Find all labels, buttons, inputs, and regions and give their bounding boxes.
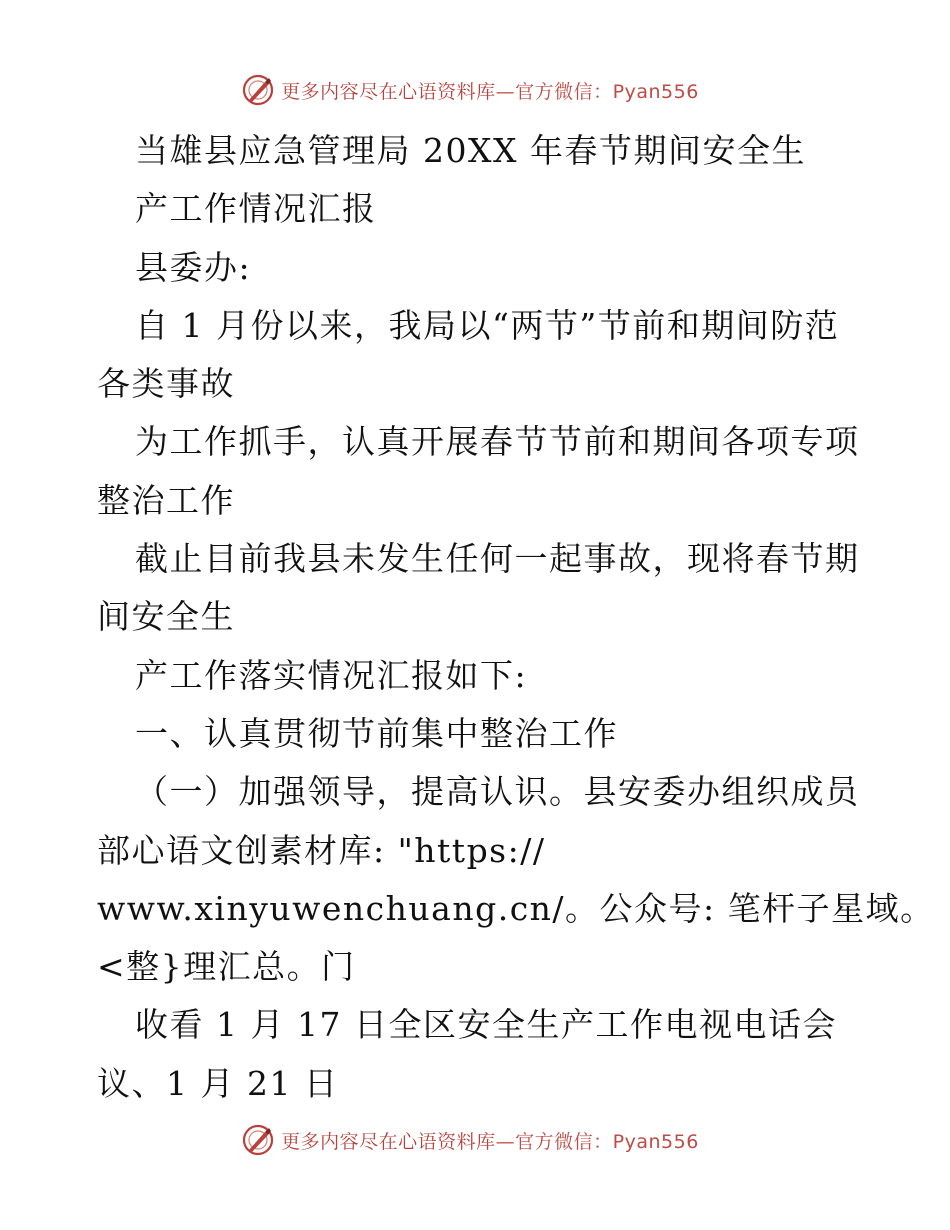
text-line: 整治工作 xyxy=(97,480,235,520)
pen-logo-icon xyxy=(241,73,275,107)
text-line: 议、1 月 21 日 xyxy=(97,1063,339,1103)
text-line: 部心语文创素材库: "https:// xyxy=(97,830,546,870)
text-line: 各类事故 xyxy=(97,364,235,404)
text-line: 截止目前我县未发生任何一起事故，现将春节期 xyxy=(135,539,860,579)
text-line: 一、认真贯彻节前集中整治工作 xyxy=(135,713,618,753)
watermark-text xyxy=(281,77,699,104)
text-line: 自 1 月份以来，我局以“两节”节前和期间防范 xyxy=(135,305,840,345)
text-line: （一）加强领导，提高认识。县安委办组织成员 xyxy=(135,772,860,812)
watermark-wechat: 官方微信：Pyan556 xyxy=(515,1130,699,1153)
footer-watermark xyxy=(0,1120,950,1160)
text-line: www.xinyuwenchuang.cn/。公众号: 笔杆子星域。 xyxy=(97,888,935,928)
text-line: 为工作抓手，认真开展春节节前和期间各项专项 xyxy=(135,422,860,462)
watermark-wechat: 官方微信：Pyan556 xyxy=(515,80,699,103)
watermark-separator: — xyxy=(495,1130,516,1153)
header-watermark xyxy=(0,70,950,110)
text-line: 产工作落实情况汇报如下: xyxy=(135,655,528,695)
watermark-group xyxy=(241,1123,699,1157)
pen-logo-icon xyxy=(241,1123,275,1157)
watermark-group xyxy=(241,73,699,107)
text-line: <整}理汇总。门 xyxy=(97,947,356,987)
text-line: 当雄县应急管理局 20XX 年春节期间安全生 xyxy=(135,131,806,170)
text-line: 县委办: xyxy=(135,247,252,287)
text-line: 间安全生 xyxy=(97,597,235,637)
watermark-text xyxy=(281,1127,699,1154)
text-line: 产工作情况汇报 xyxy=(135,189,377,229)
watermark-separator: — xyxy=(495,80,516,103)
document-body xyxy=(97,122,935,1113)
watermark-brand: 更多内容尽在心语资料库 xyxy=(281,80,496,103)
text-line: 收看 1 月 17 日全区安全生产工作电视电话会 xyxy=(135,1005,837,1045)
watermark-brand: 更多内容尽在心语资料库 xyxy=(281,1130,496,1153)
